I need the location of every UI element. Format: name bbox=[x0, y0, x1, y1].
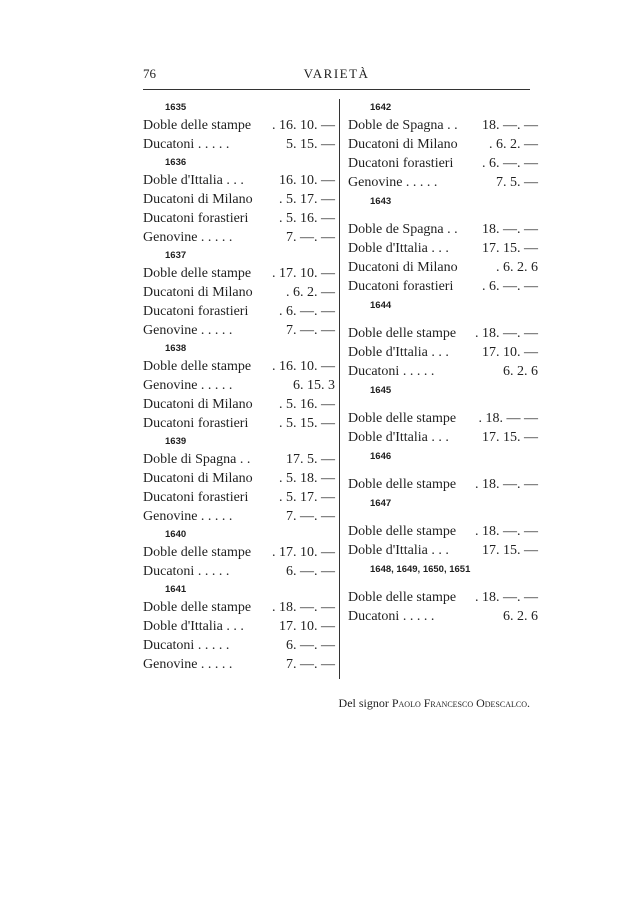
coin-value: 17. 15. — bbox=[482, 543, 538, 558]
coin-rate-row bbox=[348, 588, 538, 607]
coin-rate-row bbox=[348, 173, 538, 192]
coin-value: . 6. —. — bbox=[482, 156, 538, 171]
coin-name: Genovine . . . . . bbox=[143, 657, 233, 672]
coin-rate-row bbox=[348, 258, 538, 277]
coin-name: Ducatoni di Milano bbox=[348, 260, 458, 275]
coin-value: . 18. —. — bbox=[475, 590, 538, 605]
coin-value: 6. —. — bbox=[286, 564, 335, 579]
coin-name: Ducatoni di Milano bbox=[143, 397, 253, 412]
coin-rate-row bbox=[143, 655, 335, 674]
running-header bbox=[143, 64, 530, 86]
coin-name: Doble de Spagna . . bbox=[348, 118, 458, 133]
signature-line bbox=[300, 696, 530, 711]
coin-value: . 18. —. — bbox=[475, 326, 538, 341]
coin-rate-row bbox=[143, 395, 335, 414]
coin-name: Doble delle stampe bbox=[348, 326, 457, 341]
coin-rate-row bbox=[143, 450, 335, 469]
header-rule bbox=[143, 89, 530, 90]
coin-rate-row bbox=[143, 488, 335, 507]
column-divider bbox=[339, 99, 340, 679]
coin-value: . 5. 18. — bbox=[279, 471, 335, 486]
coin-name: Doble d'Ittalia . . . bbox=[348, 241, 449, 256]
year-heading: 1640 bbox=[165, 529, 187, 540]
coin-rate-row bbox=[143, 135, 335, 154]
coin-name: Ducatoni . . . . . bbox=[143, 638, 230, 653]
coin-value: . 5. 17. — bbox=[279, 192, 335, 207]
coin-name: Doble delle stampe bbox=[143, 545, 252, 560]
year-heading: 1648, 1649, 1650, 1651 bbox=[370, 564, 471, 575]
coin-value: . 18. —. — bbox=[475, 477, 538, 492]
coin-rate-row bbox=[143, 190, 335, 209]
coin-rate-row bbox=[143, 283, 335, 302]
coin-value: 5. 15. — bbox=[286, 137, 335, 152]
coin-name: Genovine . . . . . bbox=[143, 323, 233, 338]
coin-name: Ducatoni forastieri bbox=[348, 156, 454, 171]
signature-name: Paolo Francesco Odescalco. bbox=[391, 696, 530, 710]
coin-name: Ducatoni . . . . . bbox=[143, 137, 230, 152]
year-heading: 1636 bbox=[165, 157, 187, 168]
coin-name: Doble d'Ittalia . . . bbox=[348, 430, 449, 445]
coin-rate-row bbox=[143, 321, 335, 340]
coin-rate-row bbox=[143, 543, 335, 562]
coin-value: . 6. 2. 6 bbox=[496, 260, 538, 275]
coin-rate-row bbox=[348, 541, 538, 560]
coin-rate-row bbox=[348, 220, 538, 239]
year-heading: 1637 bbox=[165, 250, 187, 261]
coin-value: . 6. —. — bbox=[279, 304, 335, 319]
coin-rate-row bbox=[348, 475, 538, 494]
coin-value: 17. 5. — bbox=[286, 452, 335, 467]
coin-name: Ducatoni . . . . . bbox=[143, 564, 230, 579]
coin-rate-row bbox=[348, 239, 538, 258]
coin-rate-row bbox=[143, 171, 335, 190]
coin-value: 16. 10. — bbox=[279, 173, 335, 188]
coin-rate-row bbox=[348, 135, 538, 154]
coin-value: . 18. — — bbox=[478, 411, 538, 426]
coin-name: Ducatoni forastieri bbox=[143, 416, 249, 431]
coin-name: Doble delle stampe bbox=[348, 477, 457, 492]
year-heading: 1647 bbox=[370, 498, 392, 509]
year-heading: 1645 bbox=[370, 385, 392, 396]
coin-name: Genovine . . . . . bbox=[348, 175, 438, 190]
coin-rate-row bbox=[143, 469, 335, 488]
coin-value: 7. —. — bbox=[286, 509, 335, 524]
coin-value: 7. 5. — bbox=[496, 175, 538, 190]
coin-value: . 17. 10. — bbox=[272, 545, 335, 560]
year-heading: 1642 bbox=[370, 102, 392, 113]
coin-value: 6. —. — bbox=[286, 638, 335, 653]
year-heading: 1641 bbox=[165, 584, 187, 595]
coin-name: Doble d'Ittalia . . . bbox=[143, 173, 244, 188]
coin-name: Doble delle stampe bbox=[348, 411, 457, 426]
coin-rate-row bbox=[143, 228, 335, 247]
coin-value: . 5. 16. — bbox=[279, 211, 335, 226]
year-heading: 1639 bbox=[165, 436, 187, 447]
coin-name: Doble d'Ittalia . . . bbox=[348, 543, 449, 558]
page-number: 76 bbox=[143, 66, 156, 81]
coin-rate-row bbox=[143, 116, 335, 135]
coin-rate-row bbox=[348, 428, 538, 447]
coin-value: . 5. 15. — bbox=[279, 416, 335, 431]
coin-value: . 16. 10. — bbox=[272, 118, 335, 133]
coin-name: Genovine . . . . . bbox=[143, 509, 233, 524]
coin-rate-row bbox=[348, 362, 538, 381]
left-column bbox=[143, 99, 335, 674]
coin-name: Doble delle stampe bbox=[348, 590, 457, 605]
coin-value: . 18. —. — bbox=[272, 600, 335, 615]
coin-rate-row bbox=[143, 264, 335, 283]
coin-rate-row bbox=[348, 409, 538, 428]
coin-rate-row bbox=[143, 636, 335, 655]
coin-rate-row bbox=[143, 414, 335, 433]
coin-name: Ducatoni di Milano bbox=[348, 137, 458, 152]
coin-name: Ducatoni . . . . . bbox=[348, 364, 435, 379]
coin-rate-row bbox=[143, 302, 335, 321]
coin-rate-row bbox=[348, 343, 538, 362]
coin-value: . 6. —. — bbox=[482, 279, 538, 294]
coin-value: . 5. 17. — bbox=[279, 490, 335, 505]
coin-rate-row bbox=[348, 116, 538, 135]
coin-value: 7. —. — bbox=[286, 657, 335, 672]
coin-value: . 5. 16. — bbox=[279, 397, 335, 412]
coin-name: Genovine . . . . . bbox=[143, 378, 233, 393]
coin-value: 17. 10. — bbox=[279, 619, 335, 634]
coin-value: . 6. 2. — bbox=[286, 285, 335, 300]
coin-name: Doble delle stampe bbox=[143, 118, 252, 133]
coin-rate-row bbox=[143, 507, 335, 526]
coin-rate-row bbox=[143, 376, 335, 395]
coin-name: Doble delle stampe bbox=[348, 524, 457, 539]
coin-value: . 6. 2. — bbox=[489, 137, 538, 152]
coin-rate-row bbox=[143, 598, 335, 617]
right-column bbox=[348, 99, 538, 626]
coin-name: Genovine . . . . . bbox=[143, 230, 233, 245]
signature-prefix: Del signor bbox=[338, 696, 389, 710]
coin-name: Ducatoni forastieri bbox=[143, 490, 249, 505]
coin-name: Doble delle stampe bbox=[143, 600, 252, 615]
coin-name: Doble d'Ittalia . . . bbox=[143, 619, 244, 634]
coin-value: 18. —. — bbox=[482, 118, 538, 133]
coin-name: Doble delle stampe bbox=[143, 359, 252, 374]
coin-name: Doble de Spagna . . bbox=[348, 222, 458, 237]
year-heading: 1644 bbox=[370, 300, 392, 311]
coin-name: Ducatoni di Milano bbox=[143, 192, 253, 207]
coin-rate-row bbox=[348, 277, 538, 296]
coin-name: Ducatoni forastieri bbox=[143, 211, 249, 226]
coin-value: 6. 15. 3 bbox=[293, 378, 335, 393]
year-heading: 1643 bbox=[370, 196, 392, 207]
running-title: VARIETÀ bbox=[303, 66, 370, 81]
coin-name: Ducatoni forastieri bbox=[143, 304, 249, 319]
coin-name: Ducatoni di Milano bbox=[143, 471, 253, 486]
coin-rate-row bbox=[348, 154, 538, 173]
coin-value: 7. —. — bbox=[286, 323, 335, 338]
coin-value: 17. 15. — bbox=[482, 430, 538, 445]
year-heading: 1646 bbox=[370, 451, 392, 462]
coin-rate-row bbox=[143, 617, 335, 636]
coin-rate-row bbox=[143, 562, 335, 581]
coin-value: . 17. 10. — bbox=[272, 266, 335, 281]
coin-value: . 16. 10. — bbox=[272, 359, 335, 374]
coin-value: 6. 2. 6 bbox=[503, 364, 538, 379]
coin-value: 17. 15. — bbox=[482, 241, 538, 256]
coin-name: Doble di Spagna . . bbox=[143, 452, 251, 467]
coin-value: 7. —. — bbox=[286, 230, 335, 245]
coin-name: Doble d'Ittalia . . . bbox=[348, 345, 449, 360]
year-heading: 1635 bbox=[165, 102, 187, 113]
coin-name: Ducatoni . . . . . bbox=[348, 609, 435, 624]
coin-name: Ducatoni forastieri bbox=[348, 279, 454, 294]
coin-value: 6. 2. 6 bbox=[503, 609, 538, 624]
coin-name: Ducatoni di Milano bbox=[143, 285, 253, 300]
coin-value: 18. —. — bbox=[482, 222, 538, 237]
coin-value: . 18. —. — bbox=[475, 524, 538, 539]
coin-value: 17. 10. — bbox=[482, 345, 538, 360]
coin-rate-row bbox=[348, 324, 538, 343]
year-heading: 1638 bbox=[165, 343, 187, 354]
coin-rate-row bbox=[348, 522, 538, 541]
coin-rate-row bbox=[143, 357, 335, 376]
coin-rate-row bbox=[348, 607, 538, 626]
coin-rate-row bbox=[143, 209, 335, 228]
coin-name: Doble delle stampe bbox=[143, 266, 252, 281]
